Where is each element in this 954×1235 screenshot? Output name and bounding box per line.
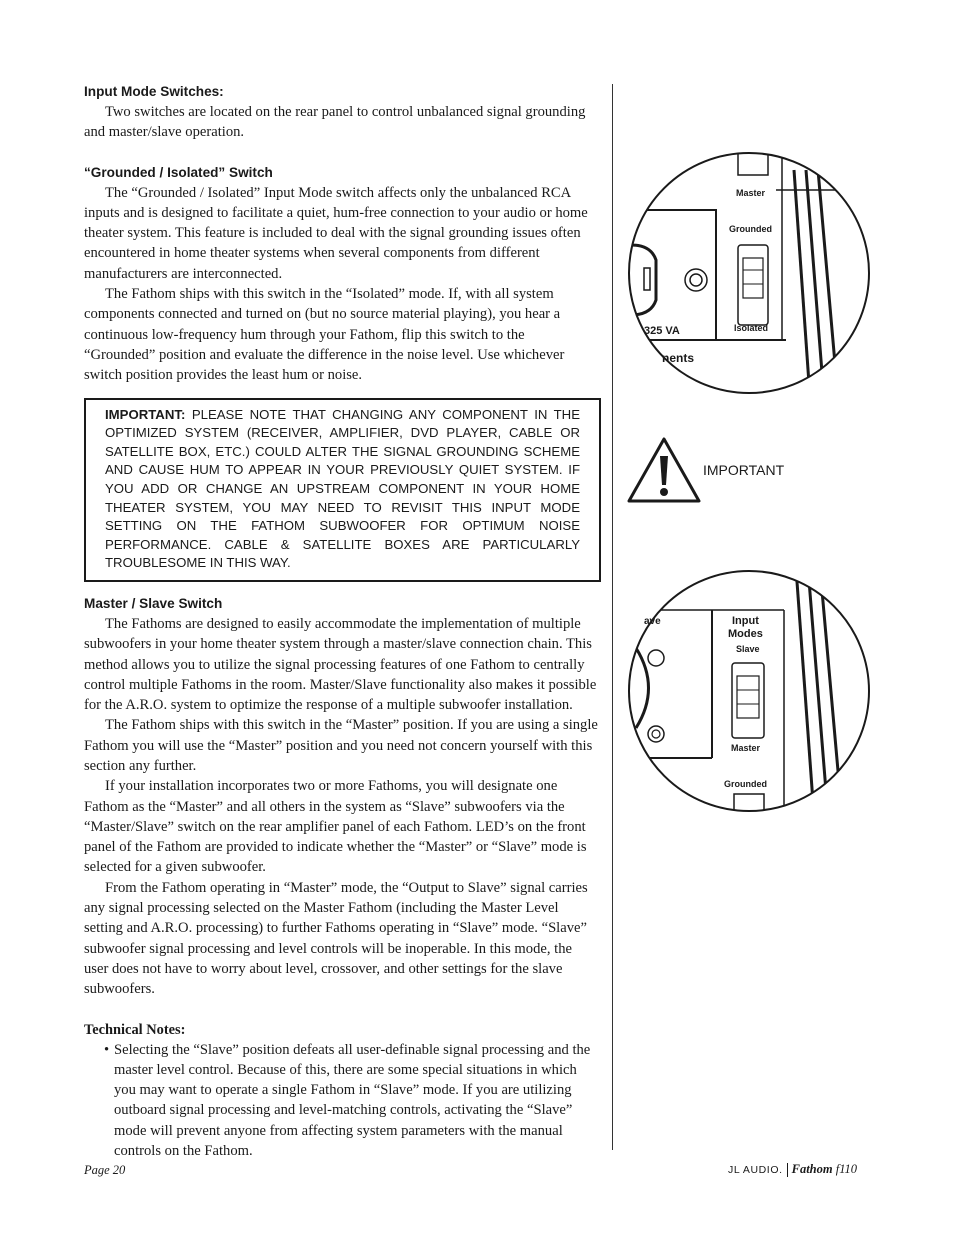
figure-label-master: Master	[736, 188, 766, 198]
heading-master-slave-switch: Master / Slave Switch	[84, 595, 223, 611]
figure-label-input: Input	[732, 615, 759, 627]
technical-note-bullet	[84, 1040, 599, 1162]
important-notice-label: IMPORTANT:	[105, 406, 186, 422]
heading-input-mode-switches: Input Mode Switches:	[84, 84, 224, 99]
paragraph-grounded-1: The “Grounded / Isolated” Input Mode switch affects only the unbalanced RCA inputs and is designed to facilitate a quiet, hum-free connection to your audio or home theater system. This feature is included to deal with the signal grounding issues often encountered in home theater systems when several components from different manufacturers are interconnected.	[84, 184, 588, 282]
paragraph-master-slave-2: The Fathom ships with this switch in the “Master” position. If you are using a single Fathom you will use the “Master” position and you need not concern yourself with this section any further.	[84, 717, 598, 774]
important-notice-text: PLEASE NOTE THAT CHANGING ANY COMPONENT IN THE OPTIMIZED SYSTEM (RECEIVER, AMPLIFIER, DVD PLAYER, CABLE OR SATELLITE BOX, ETC.) COULD ALTER THE SIGNAL GROUNDING SCHEME AND CAUSE HUM TO APPEAR IN YOUR PREVIOUSLY QUIET SYSTEM. IF YOU ADD OR CHANGE AN UPSTREAM COMPONENT IN YOUR HOME THEATER SYSTEM, YOU MAY NEED TO REVISIT THIS INPUT MODE SETTING ON THE FATHOM SUBWOOFER FOR OPTIMUM NOISE PERFORMANCE. CABLE & SATELLITE BOXES ARE PARTICULARLY TROUBLESOME IN THIS WAY.	[105, 406, 580, 571]
paragraph-master-slave-4: From the Fathom operating in “Master” mode, the “Output to Slave” signal carries any signal processing selected on the Master Fathom (including the Master Level setting and A.R.O. processing) to further Fathoms operating in “Slave” mode. “Slave” subwoofer signal processing and level controls will be inoperable. In this mode, the user does not have to worry about level, crossover, and other settings for the slave subwoofers.	[84, 879, 588, 998]
heading-technical-notes: Technical Notes:	[84, 1021, 186, 1038]
paragraph-grounded-2: The Fathom ships with this switch in the “Isolated” mode. If, with all system components connected and turned on (but no source material playing), you hear a continuous low-frequency hum through your Fathom, flip this switch to the “Grounded” position and evaluate the difference in the noise level. Use whichever switch position provides the least hum or noise.	[84, 286, 565, 384]
figure-master-slave-switch	[626, 568, 872, 816]
brand-logo-text: JL AUDIO.	[728, 1163, 783, 1176]
figure-label-master: Master	[731, 743, 761, 753]
warning-label: IMPORTANT	[703, 462, 785, 478]
heading-grounded-isolated-switch: “Grounded / Isolated” Switch	[84, 164, 273, 180]
footer-brand	[728, 1162, 870, 1177]
important-notice-box	[84, 398, 601, 582]
product-name	[792, 1162, 857, 1177]
page-number: Page 20	[84, 1163, 126, 1177]
column-divider	[612, 84, 613, 1150]
figure-label-va: 325 VA	[644, 325, 680, 337]
product-model: f110	[835, 1162, 858, 1176]
figure-label-partial: ave	[644, 616, 661, 627]
figure-label-grounded: Grounded	[724, 779, 767, 789]
main-column	[84, 82, 599, 1161]
paragraph-master-slave-1: The Fathoms are designed to easily accommodate the implementation of multiple subwoofers in your home theater system through a master/slave connection chain. This method allows you to utilize the signal processing features of one Fathom to centrally control multiple Fathoms in the room. Master/Slave functionality also makes it possible for the A.R.O. system to optimize the response of a multiple subwoofer installation.	[84, 615, 597, 714]
warning-triangle-icon	[626, 436, 702, 509]
figure-label-isolated: Isolated	[734, 323, 769, 333]
product-name-bold: Fathom	[791, 1162, 833, 1176]
figure-grounded-isolated-switch	[626, 150, 872, 398]
technical-note-text: Selecting the “Slave” position defeats all user-definable signal processing and the master level control. Because of this, there are some special situations in which you may want to operate a single Fathom in “Slave” mode. If you are utilizing outboard signal processing and level-matching controls, activating the “Slave” mode will prevent anyone from affecting system parameters with the manual controls on the Fathom.	[114, 1041, 591, 1160]
footer-separator	[787, 1163, 788, 1177]
figure-label-grounded: Grounded	[729, 224, 772, 234]
figure-label-partial: nents	[662, 351, 695, 365]
paragraph-master-slave-3: If your installation incorporates two or more Fathoms, you will designate one Fathom as the “Master” and all others in the system as “Slave” subwoofers via the “Master/Slave” switch on the rear amplifier panel of each Fathom. LED’s on the front panel of the Fathom are provided to indicate whether the “Master” or “Slave” mode is selected for a given subwoofer.	[84, 778, 587, 876]
paragraph-input-mode-intro: Two switches are located on the rear panel to control unbalanced signal grounding and master/slave operation.	[84, 104, 586, 141]
figure-label-modes: Modes	[728, 628, 763, 640]
figure-label-slave: Slave	[736, 644, 760, 654]
bullet-marker: •	[104, 1041, 110, 1058]
